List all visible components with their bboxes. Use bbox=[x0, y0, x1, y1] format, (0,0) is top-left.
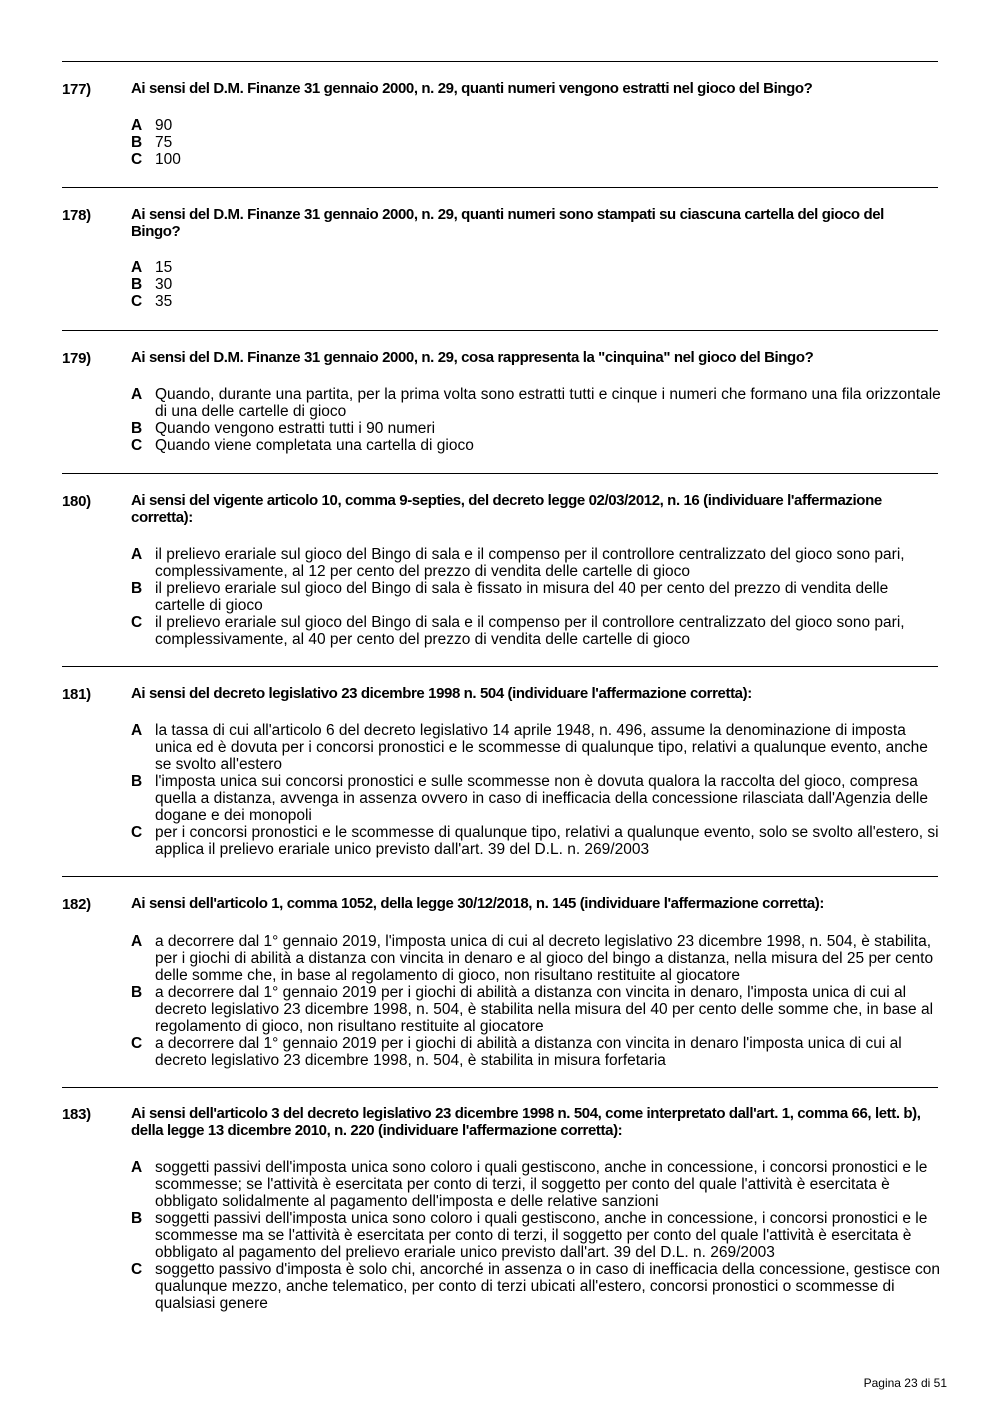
option-text: soggetti passivi dell'imposta unica sono coloro i quali gestiscono, anche in concessione, i concorsi pronostici e le scommesse ma se l'attività è esercitata per conto di terzi, il soggetto per conto del quale l'attività è esercitata è obbligato al pagamento del prelievo erariale unico previsto dall'art. 39 del D.L. n. 269/2003 bbox=[155, 1210, 928, 1261]
option-letter: B bbox=[131, 420, 143, 437]
option-text: 30 bbox=[155, 276, 173, 293]
answer-option-c bbox=[131, 614, 941, 648]
option-letter: A bbox=[131, 933, 143, 950]
question-number: 177) bbox=[62, 81, 91, 98]
question-number: 181) bbox=[62, 686, 91, 703]
option-text: Quando, durante una partita, per la prima volta sono estratti tutti e cinque i numeri che formano una fila orizzontale di una delle cartelle di gioco bbox=[155, 386, 941, 420]
separator-rule bbox=[62, 330, 938, 331]
answer-option-b bbox=[131, 773, 941, 824]
answer-option-c bbox=[131, 437, 941, 454]
option-letter: A bbox=[131, 386, 143, 403]
option-text: il prelievo erariale sul gioco del Bingo di sala e il compenso per il controllore centralizzato del gioco sono pari, complessivamente, al 12 per cento del prezzo di vendita delle cartelle di gioco bbox=[155, 546, 905, 580]
option-letter: C bbox=[131, 293, 143, 310]
question-text: Ai sensi del D.M. Finanze 31 gennaio 2000, n. 29, cosa rappresenta la "cinquina" nel gioco del Bingo? bbox=[131, 349, 814, 366]
answer-option-a bbox=[131, 117, 941, 134]
separator-rule bbox=[62, 473, 938, 474]
answer-options bbox=[131, 722, 941, 858]
answer-option-b bbox=[131, 580, 941, 614]
option-text: la tassa di cui all'articolo 6 del decreto legislativo 14 aprile 1948, n. 496, assume la denominazione di imposta unica ed è dovuta per i concorsi pronostici e le scommesse di qualunque tipo, relativi a qualunque evento, anche se svolto all'estero bbox=[155, 722, 928, 773]
option-text: Quando vengono estratti tutti i 90 numeri bbox=[155, 420, 436, 437]
option-letter: B bbox=[131, 580, 143, 597]
answer-options bbox=[131, 546, 941, 648]
answer-options bbox=[131, 259, 941, 310]
answer-option-a bbox=[131, 722, 941, 773]
question-number: 179) bbox=[62, 350, 91, 367]
option-letter: C bbox=[131, 1035, 143, 1052]
option-letter: A bbox=[131, 259, 143, 276]
option-letter: C bbox=[131, 824, 143, 841]
option-letter: C bbox=[131, 151, 143, 168]
question-text: Ai sensi del D.M. Finanze 31 gennaio 2000, n. 29, quanti numeri sono stampati su ciascuna cartella del gioco del Bingo? bbox=[131, 206, 884, 240]
option-letter: A bbox=[131, 117, 143, 134]
answer-options bbox=[131, 1159, 941, 1312]
option-text: 90 bbox=[155, 117, 173, 134]
answer-options bbox=[131, 386, 941, 454]
option-letter: B bbox=[131, 984, 143, 1001]
answer-option-b bbox=[131, 1210, 941, 1261]
option-letter: A bbox=[131, 722, 143, 739]
option-text: 75 bbox=[155, 134, 173, 151]
answer-option-b bbox=[131, 420, 941, 437]
question-text: Ai sensi del D.M. Finanze 31 gennaio 2000, n. 29, quanti numeri vengono estratti nel gioco del Bingo? bbox=[131, 80, 813, 97]
option-letter: A bbox=[131, 546, 143, 563]
question-number: 180) bbox=[62, 493, 91, 510]
answer-option-c bbox=[131, 1261, 941, 1312]
answer-option-a bbox=[131, 386, 941, 420]
option-text: 35 bbox=[155, 293, 173, 310]
separator-rule bbox=[62, 876, 938, 877]
answer-option-a bbox=[131, 546, 941, 580]
option-text: 15 bbox=[155, 259, 173, 276]
option-letter: B bbox=[131, 134, 143, 151]
separator-rule bbox=[62, 187, 938, 188]
option-letter: A bbox=[131, 1159, 143, 1176]
answer-options bbox=[131, 117, 941, 168]
option-text: a decorrere dal 1° gennaio 2019, l'imposta unica di cui al decreto legislativo 23 dicembre 1998, n. 504, è stabilita, per i giochi di abilità a distanza con vincita in denaro e al gioco del bingo a distanza, nella misura del 25 per cento delle somme che, in base al regolamento di gioco, non risultano restituite al giocatore bbox=[155, 933, 934, 984]
option-letter: B bbox=[131, 276, 143, 293]
answer-option-c bbox=[131, 824, 941, 858]
option-letter: B bbox=[131, 773, 143, 790]
option-letter: B bbox=[131, 1210, 143, 1227]
question-text: Ai sensi dell'articolo 1, comma 1052, della legge 30/12/2018, n. 145 (individuare l'affermazione corretta): bbox=[131, 895, 824, 912]
question-text: Ai sensi del vigente articolo 10, comma 9-septies, del decreto legge 02/03/2012, n. 16 (individuare l'affermazione corretta): bbox=[131, 492, 882, 526]
option-text: soggetto passivo d'imposta è solo chi, ancorché in assenza o in caso di inefficacia della concessione, gestisce con qualunque mezzo, anche telematico, per conto di terzi ubicati all'estero, concorsi pronostici o scommesse di qualsiasi genere bbox=[155, 1261, 941, 1312]
page-number: Pagina 23 di 51 bbox=[863, 1376, 947, 1390]
question-text: Ai sensi dell'articolo 3 del decreto legislativo 23 dicembre 1998 n. 504, come interpretato dall'art. 1, comma 66, lett. b), della legge 13 dicembre 2010, n. 220 (individuare l'affermazione corretta): bbox=[131, 1105, 921, 1139]
option-text: Quando viene completata una cartella di gioco bbox=[155, 437, 474, 454]
question-number: 178) bbox=[62, 207, 91, 224]
option-text: soggetti passivi dell'imposta unica sono coloro i quali gestiscono, anche in concessione, i concorsi pronostici e le scommesse; se l'attività è esercitata per conto di terzi, il soggetto per conto del quale l'attività è esercitata è obbligato solidalmente al pagamento dell'imposta e delle relative sanzioni bbox=[155, 1159, 928, 1210]
answer-option-b bbox=[131, 134, 941, 151]
option-text: il prelievo erariale sul gioco del Bingo di sala è fissato in misura del 40 per cento del prezzo di vendita delle cartelle di gioco bbox=[155, 580, 889, 614]
option-letter: C bbox=[131, 614, 143, 631]
answer-option-c bbox=[131, 1035, 941, 1069]
answer-option-b bbox=[131, 276, 941, 293]
option-text: a decorrere dal 1° gennaio 2019 per i giochi di abilità a distanza con vincita in denaro l'imposta unica di cui al decreto legislativo 23 dicembre 1998, n. 504, è stabilita in misura forfetaria bbox=[155, 1035, 902, 1069]
question-number: 182) bbox=[62, 896, 91, 913]
answer-options bbox=[131, 933, 941, 1069]
answer-option-c bbox=[131, 293, 941, 310]
question-number: 183) bbox=[62, 1106, 91, 1123]
answer-option-b bbox=[131, 984, 941, 1035]
option-text: 100 bbox=[155, 151, 181, 168]
separator-rule bbox=[62, 1087, 938, 1088]
option-letter: C bbox=[131, 1261, 143, 1278]
question-text: Ai sensi del decreto legislativo 23 dicembre 1998 n. 504 (individuare l'affermazione corretta): bbox=[131, 685, 752, 702]
answer-option-a bbox=[131, 1159, 941, 1210]
answer-option-a bbox=[131, 933, 941, 984]
answer-option-a bbox=[131, 259, 941, 276]
answer-option-c bbox=[131, 151, 941, 168]
separator-rule bbox=[62, 61, 938, 62]
option-letter: C bbox=[131, 437, 143, 454]
option-text: a decorrere dal 1° gennaio 2019 per i giochi di abilità a distanza con vincita in denaro, l'imposta unica di cui al decreto legislativo 23 dicembre 1998, n. 504, è stabilita nella misura del 40 per cento delle somme che, in base al regolamento di gioco, non risultano restituite al giocatore bbox=[155, 984, 934, 1035]
option-text: il prelievo erariale sul gioco del Bingo di sala e il compenso per il controllore centralizzato del gioco sono pari, complessivamente, al 40 per cento del prezzo di vendita delle cartelle di gioco bbox=[155, 614, 905, 648]
option-text: per i concorsi pronostici e le scommesse di qualunque tipo, relativi a qualunque evento, solo se svolto all'estero, si applica il prelievo erariale unico previsto dall'art. 39 del D.L. n. 269/2003 bbox=[155, 824, 939, 858]
option-text: l'imposta unica sui concorsi pronostici e sulle scommesse non è dovuta qualora la raccolta del gioco, compresa quella a distanza, avvenga in assenza ovvero in caso di inefficacia della concessione rilasciata dall'Agenzia delle dogane e dei monopoli bbox=[155, 773, 928, 824]
separator-rule bbox=[62, 666, 938, 667]
